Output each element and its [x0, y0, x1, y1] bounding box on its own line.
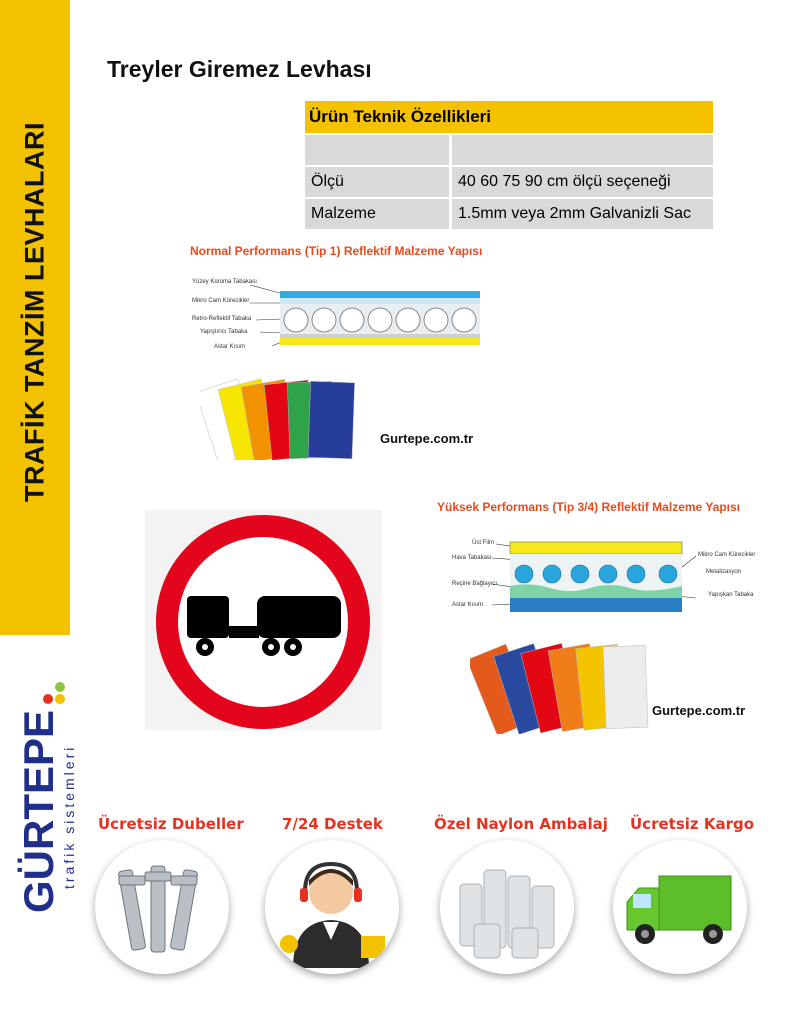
- spec-row-value: 40 60 75 90 cm ölçü seçeneği: [452, 167, 713, 197]
- sidebar-banner: [0, 0, 70, 635]
- spec-table: [305, 99, 713, 231]
- swatch: [308, 381, 355, 458]
- normal-layer-label: Retro-Reflektif Tabaka: [192, 316, 252, 322]
- spec-row-label: Ölçü: [305, 167, 452, 197]
- feature-circle: [95, 840, 229, 974]
- spec-row-value: 1.5mm veya 2mm Galvanizli Sac: [452, 199, 713, 229]
- spec-table-header: Ürün Teknik Özellikleri: [305, 101, 713, 133]
- feature-circle: [440, 840, 574, 974]
- high-diagram-heading: Yüksek Performans (Tip 3/4) Reflektif Malzeme Yapısı: [437, 500, 741, 514]
- product-title: Treyler Giremez Levhası: [107, 56, 372, 82]
- normal-layer-label: Yapıştırıcı Tabaka: [200, 329, 248, 335]
- high-layer-label: Yapışkan Tabaka: [708, 592, 754, 598]
- feature-label: Ücretsiz Kargo: [630, 815, 755, 833]
- spec-row-label: [305, 135, 452, 165]
- normal-layer-label: Yüzey Koruma Tabakası: [192, 279, 257, 285]
- high-layer-label: Reçine Bağlayıcı: [452, 581, 498, 587]
- high-layer-label: Üst Film: [472, 540, 494, 546]
- spec-row: [305, 135, 713, 165]
- high-swatches-image: [470, 628, 650, 734]
- feature-label: Özel Naylon Ambalaj: [434, 815, 608, 833]
- feature-label: Ücretsiz Dubeller: [98, 815, 244, 833]
- logo-dot-yellow: [55, 694, 65, 704]
- normal-layer-label: Astar Kısım: [214, 344, 246, 350]
- logo-tagline: trafik sistemleri: [61, 744, 77, 889]
- anchor-bolts-icon: [95, 840, 229, 974]
- logo-dot-red: [43, 694, 53, 704]
- no-trailer-sign: [145, 510, 382, 730]
- plastic-rolls-icon: [440, 840, 574, 974]
- normal-diagram-heading: Normal Performans (Tip 1) Reflektif Malzeme Yapısı: [190, 244, 483, 258]
- normal-layer-diagram: [250, 285, 482, 350]
- sidebar-title: TRAFİK TANZİM LEVHALARI: [19, 122, 50, 502]
- normal-swatches-image: [200, 368, 360, 460]
- feature-circle: [265, 840, 399, 974]
- sign-background: [145, 510, 382, 730]
- feature-circle: [613, 840, 747, 974]
- swatch: [603, 645, 648, 728]
- spec-row: [305, 199, 713, 229]
- high-layer-label: Hava Tabakası: [452, 555, 492, 561]
- high-layer-diagram: [490, 536, 700, 618]
- feature-label: 7/24 Destek: [282, 815, 383, 833]
- high-site-label: Gurtepe.com.tr: [652, 703, 746, 718]
- spec-row-label: Malzeme: [305, 199, 452, 229]
- gurtepe-logo: [8, 675, 83, 915]
- spec-row: [305, 167, 713, 197]
- spec-row-value: [452, 135, 713, 165]
- high-layer-label: Metalizasyon: [706, 569, 742, 575]
- high-layer-label: Astar Kısım: [452, 602, 484, 608]
- high-layer-label: Mikro Cam Kürecikler: [698, 552, 756, 558]
- logo-brand: GÜRTEPE: [15, 709, 62, 913]
- logo-dot-green: [55, 682, 65, 692]
- normal-layer-label: Mikro Cam Kürecikler: [192, 298, 250, 304]
- support-agent-icon: [265, 840, 399, 974]
- normal-site-label: Gurtepe.com.tr: [380, 431, 474, 446]
- delivery-truck-icon: [613, 840, 747, 974]
